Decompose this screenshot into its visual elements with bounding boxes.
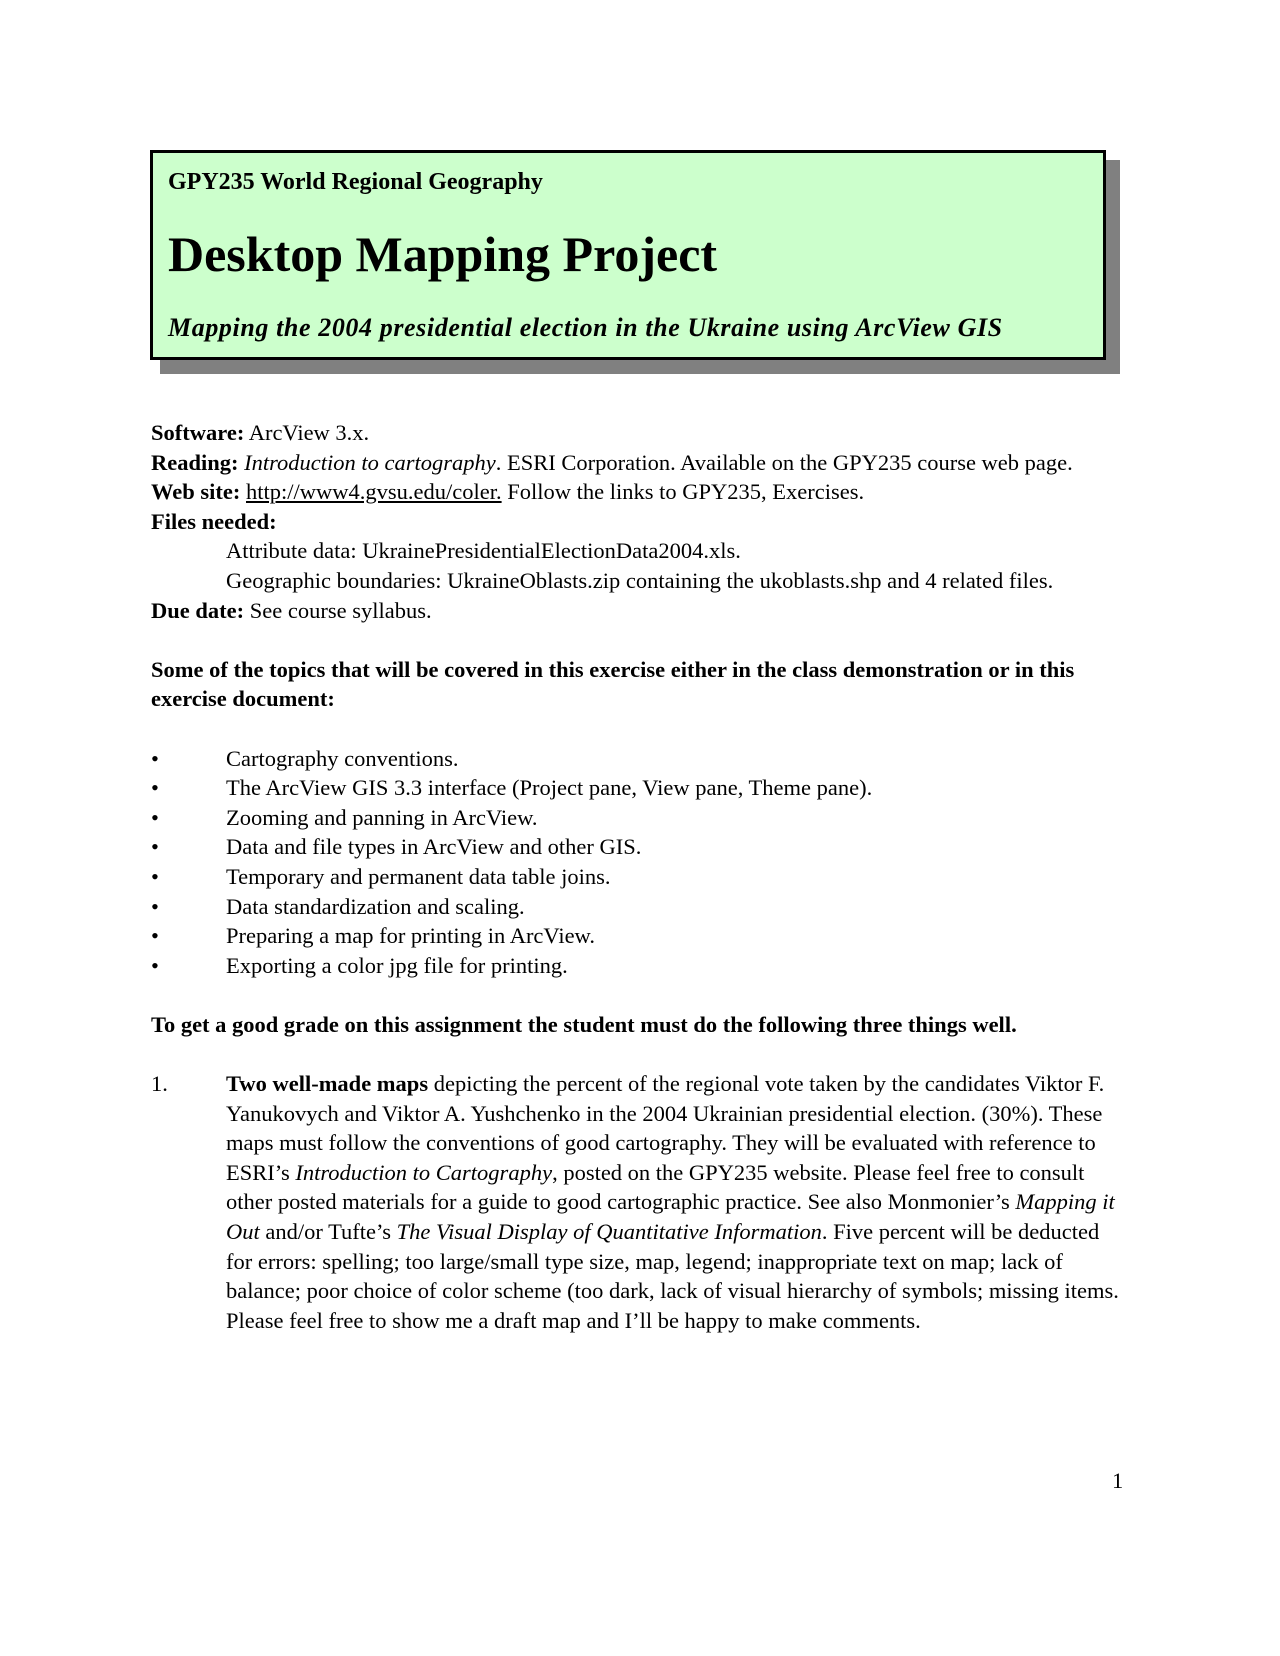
page-number: 1 bbox=[1112, 1468, 1124, 1493]
item-text: and/or Tufte’s bbox=[259, 1219, 397, 1245]
item-number: 1. bbox=[151, 1071, 168, 1097]
topics-list bbox=[151, 744, 1121, 981]
bullet-icon: • bbox=[151, 863, 159, 889]
software-value: ArcView 3.x. bbox=[244, 420, 370, 445]
grading-heading-text: To get a good grade on this assignment the student must do the following three things well. bbox=[151, 1011, 1017, 1037]
list-item bbox=[151, 892, 1121, 922]
list-item bbox=[151, 744, 1121, 774]
item-italic-title: Mapping it Out bbox=[226, 1189, 1115, 1245]
spacer bbox=[151, 1039, 1121, 1069]
list-item bbox=[151, 803, 1121, 833]
item-text: . Five percent will be deducted for errors: spelling; too large/small type size, map, legend; inappropriate text on map; lack of balance; poor choice of color scheme (too dark, lack of visual hierarchy of symbols; missing items. Please feel free to show me a draft map and I’ll be happy to make comments. bbox=[226, 1219, 1119, 1333]
bullet-icon: • bbox=[151, 745, 159, 771]
item-text: depicting the percent of the regional vote taken by the candidates Viktor F. Yanukovych and Viktor A. Yushchenko in the 2004 Ukrainian presidential election. (30%). These maps must follow the conventions of good cartography. They will be evaluated with reference to ESRI’s bbox=[226, 1071, 1105, 1185]
item-italic-title: The Visual Display of Quantitative Information bbox=[396, 1219, 822, 1245]
topics-heading bbox=[151, 655, 1121, 714]
software-line bbox=[151, 418, 1121, 448]
bullet-icon: • bbox=[151, 952, 159, 978]
files-line bbox=[151, 507, 1121, 537]
grading-heading bbox=[151, 1010, 1121, 1040]
list-item bbox=[151, 832, 1121, 862]
reading-line bbox=[151, 448, 1121, 478]
course-name: GPY235 World Regional Geography bbox=[168, 169, 543, 195]
list-item-text: Zooming and panning in ArcView. bbox=[226, 804, 538, 830]
list-item-text: Preparing a map for printing in ArcView. bbox=[226, 923, 595, 949]
list-item-text: Temporary and permanent data table joins. bbox=[226, 863, 611, 889]
list-item bbox=[151, 862, 1121, 892]
due-line bbox=[151, 596, 1121, 626]
list-item-text: Data and file types in ArcView and other GIS. bbox=[226, 834, 642, 860]
document-subtitle: Mapping the 2004 presidential election in the Ukraine using ArcView GIS bbox=[168, 313, 1003, 342]
grading-item-1 bbox=[151, 1069, 1121, 1335]
document-title: Desktop Mapping Project bbox=[168, 226, 718, 282]
bullet-icon: • bbox=[151, 834, 159, 860]
spacer bbox=[151, 714, 1121, 744]
item-text: , posted on the GPY235 website. Please feel free to consult other posted materials for a guide to good cartographic practice. See also Monmonier’s bbox=[226, 1159, 1085, 1215]
header-box bbox=[150, 150, 1106, 360]
list-item bbox=[151, 773, 1121, 803]
bullet-icon: • bbox=[151, 923, 159, 949]
reading-label: Reading: bbox=[151, 449, 239, 475]
list-item-text: Exporting a color jpg file for printing. bbox=[226, 952, 568, 978]
document-body bbox=[151, 418, 1121, 1335]
bullet-icon: • bbox=[151, 893, 159, 919]
files-label: Files needed: bbox=[151, 508, 277, 534]
website-link[interactable]: http://www4.gvsu.edu/coler. bbox=[246, 479, 502, 505]
file-attribute: Attribute data: UkrainePresidentialElectionData2004.xls. bbox=[226, 538, 741, 564]
bullet-icon: • bbox=[151, 804, 159, 830]
due-value: See course syllabus. bbox=[244, 597, 432, 623]
website-line bbox=[151, 477, 1121, 507]
file-boundaries: Geographic boundaries: UkraineOblasts.zip containing the ukoblasts.shp and 4 related files. bbox=[226, 567, 1054, 593]
software-label: Software: bbox=[151, 420, 245, 445]
list-item-text: The ArcView GIS 3.3 interface (Project pane, View pane, Theme pane). bbox=[226, 775, 873, 801]
list-item bbox=[151, 921, 1121, 951]
reading-rest: . ESRI Corporation. Available on the GPY235 course web page. bbox=[495, 449, 1073, 475]
reading-title: Introduction to cartography bbox=[244, 449, 496, 475]
spacer bbox=[151, 980, 1121, 1010]
spacer bbox=[151, 625, 1121, 655]
bullet-icon: • bbox=[151, 775, 159, 801]
list-item-text: Data standardization and scaling. bbox=[226, 893, 525, 919]
item-bold-lead: Two well-made maps bbox=[226, 1071, 429, 1097]
list-item bbox=[151, 951, 1121, 981]
website-rest: Follow the links to GPY235, Exercises. bbox=[501, 479, 865, 505]
website-label: Web site: bbox=[151, 479, 241, 505]
item-italic-title: Introduction to Cartography bbox=[295, 1159, 553, 1185]
list-item-text: Cartography conventions. bbox=[226, 745, 459, 771]
due-label: Due date: bbox=[151, 597, 245, 623]
topics-heading-text: Some of the topics that will be covered in this exercise either in the class demonstration or in this exercise document: bbox=[151, 656, 1075, 712]
